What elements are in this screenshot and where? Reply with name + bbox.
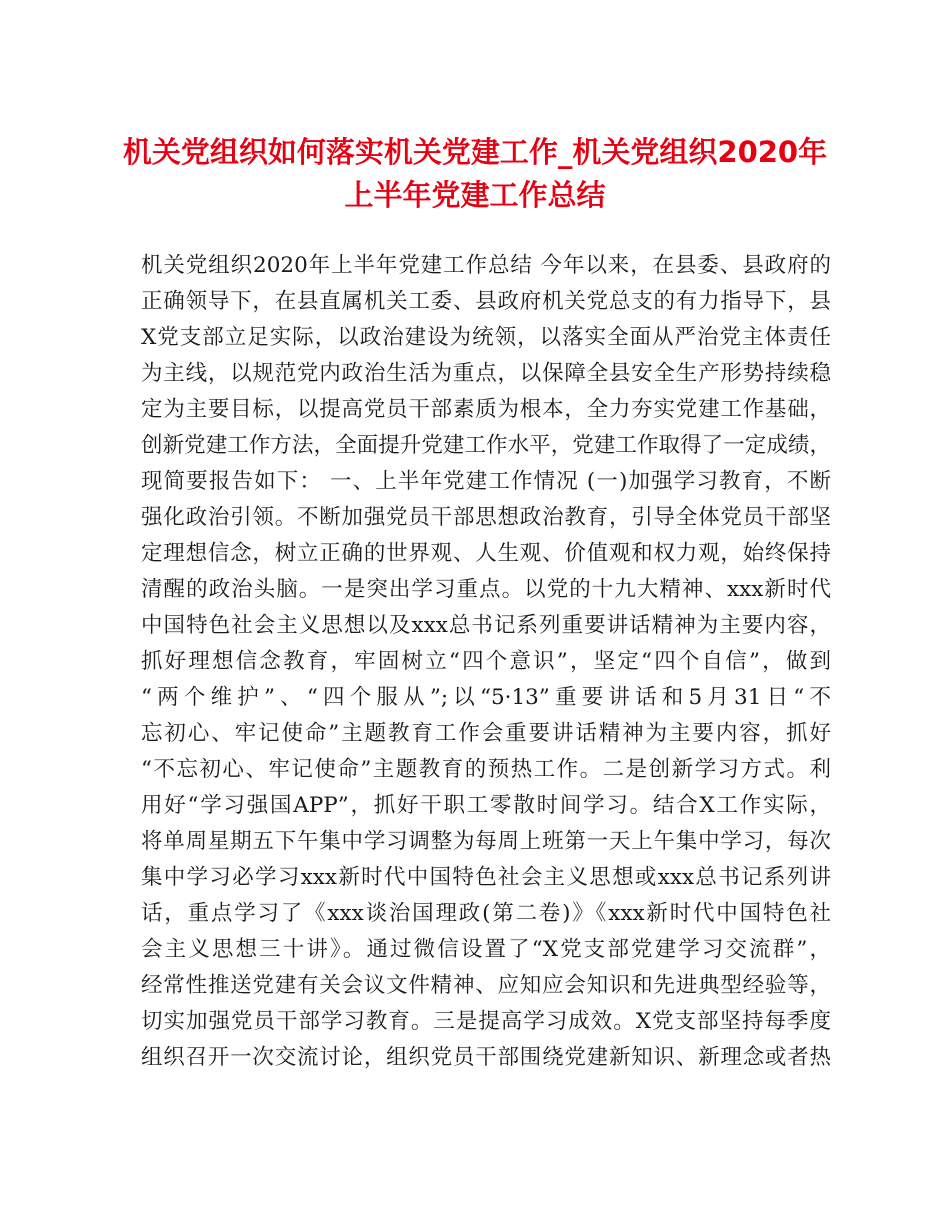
document-title-line-2: 上半年党建工作总结 [344, 178, 606, 212]
body-line-14: 忘初心、牢记使命”主题教育工作会重要讲话精神为主要内容，抓好 [141, 721, 831, 746]
body-line-1: 机关党组织2020年上半年党建工作总结 今年以来，在县委、县政府的 [141, 253, 831, 278]
body-line-7: 现简要报告如下： 一、上半年党建工作情况 (一)加强学习教育，不断 [141, 469, 831, 494]
body-line-15: “不忘初心、牢记使命”主题教育的预热工作。二是创新学习方式。利 [141, 757, 831, 782]
body-line-2: 正确领导下，在县直属机关工委、县政府机关党总支的有力指导下，县 [141, 289, 831, 314]
document-title-line-1: 机关党组织如何落实机关党建工作_机关党组织2020年 [122, 135, 828, 169]
body-line-22: 切实加强党员干部学习教育。三是提高学习成效。X党支部坚持每季度 [141, 1009, 831, 1034]
body-line-19: 话，重点学习了《xxx谈治国理政(第二卷)》《xxx新时代中国特色社 [141, 901, 831, 926]
body-line-12: 抓好理想信念教育，牢固树立“四个意识”，坚定“四个自信”，做到 [141, 649, 831, 674]
body-line-21: 经常性推送党建有关会议文件精神、应知应会知识和先进典型经验等， [141, 973, 831, 998]
body-line-23: 组织召开一次交流讨论，组织党员干部围绕党建新知识、新理念或者热 [141, 1045, 831, 1070]
body-line-4: 为主线，以规范党内政治生活为重点，以保障全县安全生产形势持续稳 [141, 361, 831, 386]
body-line-17: 将单周星期五下午集中学习调整为每周上班第一天上午集中学习，每次 [141, 829, 831, 854]
body-line-20: 会主义思想三十讲》。通过微信设置了“X党支部党建学习交流群”， [141, 937, 831, 962]
body-line-8: 强化政治引领。不断加强党员干部思想政治教育，引导全体党员干部坚 [141, 505, 831, 530]
body-line-10: 清醒的政治头脑。一是突出学习重点。以党的十九大精神、xxx新时代 [141, 577, 831, 602]
body-line-11: 中国特色社会主义思想以及xxx总书记系列重要讲话精神为主要内容， [141, 613, 831, 638]
body-line-16: 用好“学习强国APP”，抓好干职工零散时间学习。结合X工作实际， [141, 793, 831, 818]
body-line-9: 定理想信念，树立正确的世界观、人生观、价值观和权力观，始终保持 [141, 541, 831, 566]
body-line-13: “两个维护”、“四个服从”;以“5·13”重要讲话和5月31日“不 [141, 685, 831, 710]
body-line-3: X党支部立足实际，以政治建设为统领，以落实全面从严治党主体责任 [141, 325, 831, 350]
body-line-18: 集中学习必学习xxx新时代中国特色社会主义思想或xxx总书记系列讲 [141, 865, 831, 890]
body-line-5: 定为主要目标，以提高党员干部素质为根本，全力夯实党建工作基础， [141, 397, 831, 422]
body-line-6: 创新党建工作方法，全面提升党建工作水平，党建工作取得了一定成绩， [141, 433, 831, 458]
